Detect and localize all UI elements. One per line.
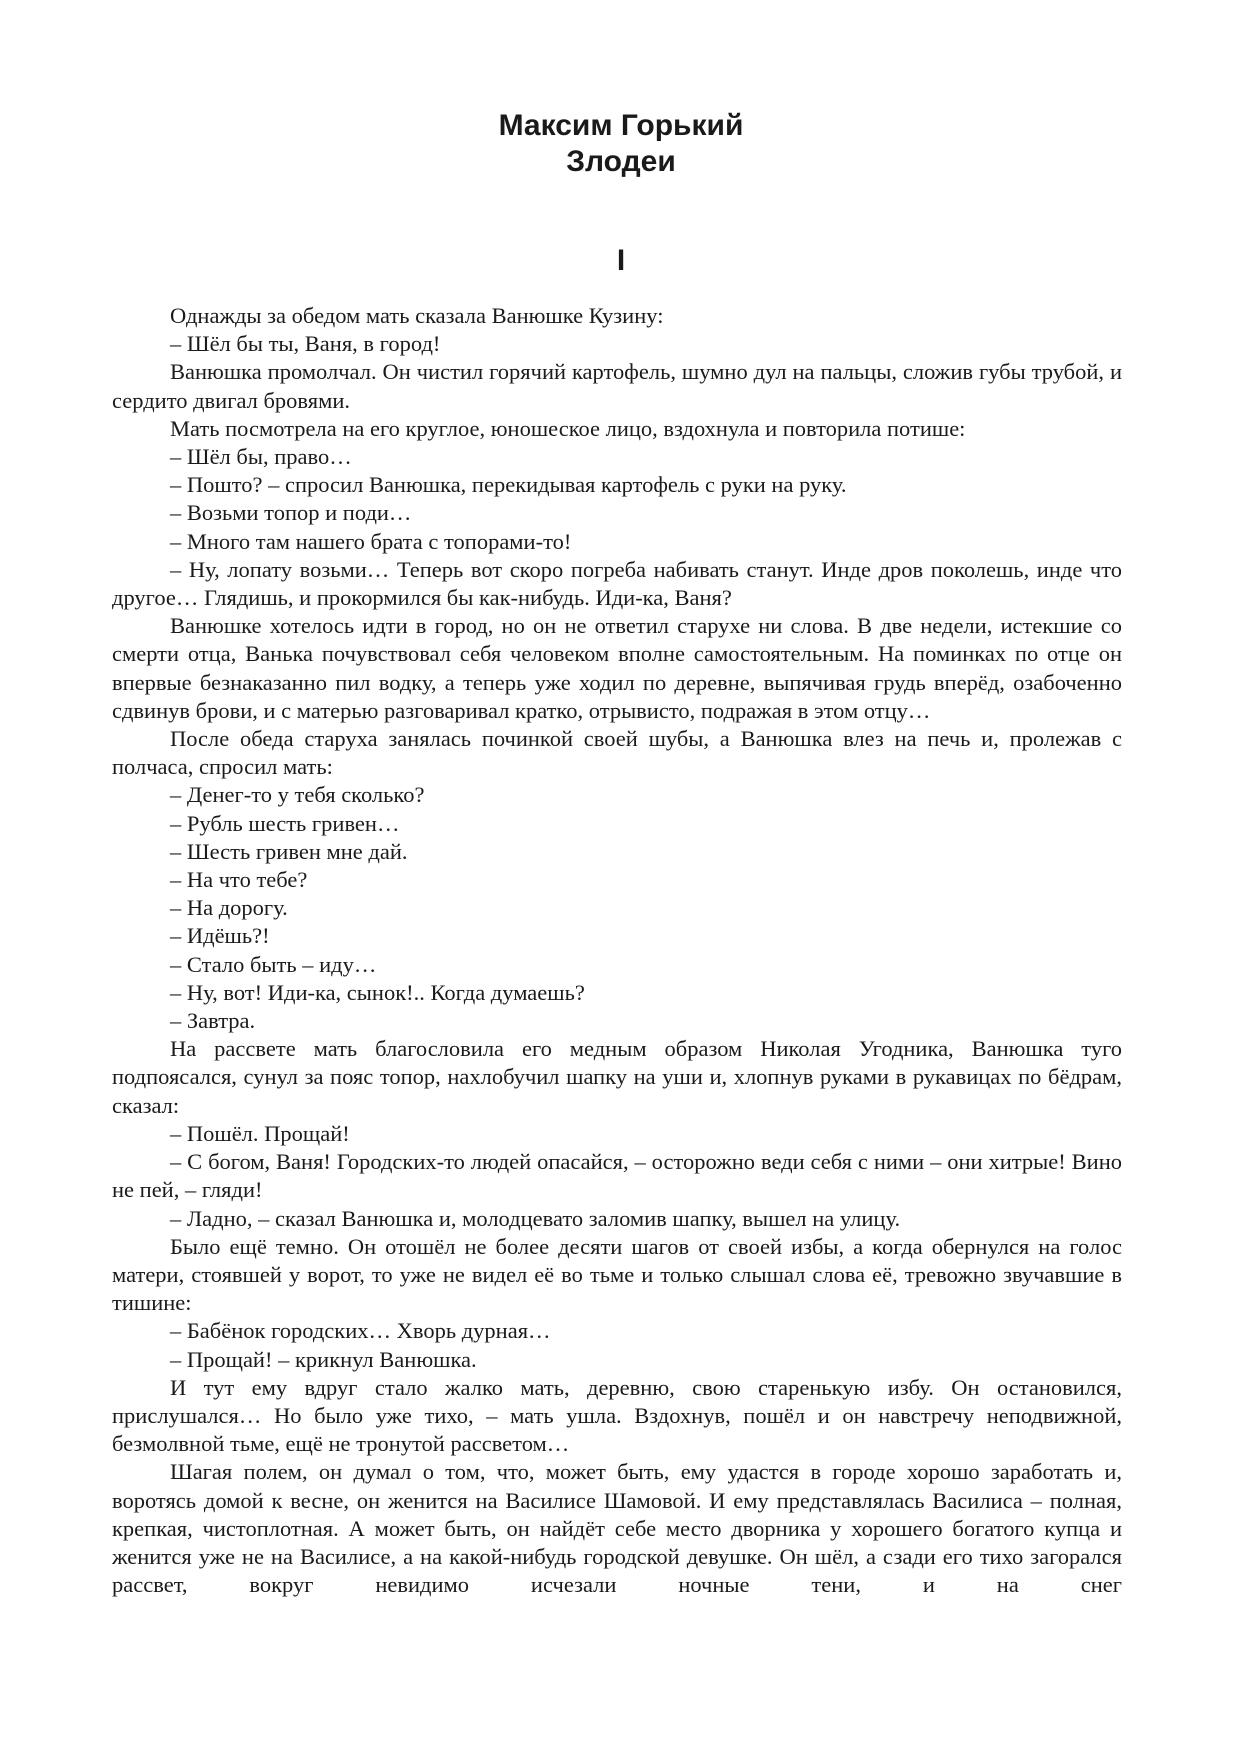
paragraph: – Ну, лопату возьми… Теперь вот скоро погреба набивать станут. Инде дров поколешь, инде что другое… Глядишь, и прокормился бы как-нибудь. Иди-ка, Ваня? (112, 556, 1122, 611)
paragraph: – Пошёл. Прощай! (170, 1120, 350, 1146)
paragraph: – С богом, Ваня! Городских-то людей опасайся, – осторожно веди себя с ними – они хитрые! Вино не пей, – гляди! (112, 1149, 1122, 1203)
paragraph: Шагая полем, он думал о том, что, может быть, ему удастся в городе хорошо заработать и, воротясь домой к весне, он женится на Василисе Шамовой. И ему представлялась Василиса – полная, крепкая, чистоплотная. А может быть, он найдёт себе место дворника у хорошего богатого купца и женится уже не на Василисе, а на какой-нибудь городской девушке. Он шёл, а сзади его тихо загорался рассвет, вокруг невидимо исчезали ночные тени, и на снег (112, 1459, 1122, 1598)
paragraph: – Возьми топор и поди… (170, 500, 412, 526)
book-title: Злодеи (566, 145, 676, 178)
paragraph: – Стало быть – иду… (170, 951, 377, 977)
paragraph: Однажды за обедом мать сказала Ванюшке Кузину: (170, 303, 664, 328)
book-header (0, 108, 1242, 180)
paragraph: – Рубль шесть гривен… (170, 810, 400, 836)
paragraph: – Пошто? – спросил Ванюшка, перекидывая картофель с руки на руку. (170, 472, 847, 498)
paragraph: – Шесть гривен мне дай. (170, 838, 408, 864)
paragraph: – Ладно, – сказал Ванюшка и, молодцевато заломив шапку, вышел на улицу. (170, 1205, 901, 1231)
paragraph: И тут ему вдруг стало жалко мать, деревню, свою старенькую избу. Он остановился, прислушался… Но было уже тихо, – мать ушла. Вздохнув, пошёл и он навстречу неподвижной, безмолвной тьме, ещё не тронутой рассветом… (112, 1374, 1122, 1457)
chapter-number: I (616, 244, 626, 277)
paragraph: – Шёл бы, право… (170, 444, 352, 470)
paragraph: – Денег-то у тебя сколько? (170, 782, 425, 808)
paragraph: Было ещё темно. Он отошёл не более десяти шагов от своей избы, а когда обернулся на голос матери, стоявшей у ворот, то уже не видел её во тьме и только слышал слова её, тревожно звучавшие в тишине: (112, 1233, 1122, 1316)
paragraph: Ванюшке хотелось идти в город, но он не ответил старухе ни слова. В две недели, истекшие со смерти отца, Ванька почувствовал себя человеком вполне самостоятельным. На поминках по отце он впервые безнаказанно пил водку, а теперь уже ходил по деревне, выпячивая грудь вперёд, озабоченно сдвинув брови, и с матерью разговаривал кратко, отрывисто, подражая в этом отцу… (112, 613, 1122, 723)
paragraph: – Завтра. (170, 1008, 256, 1034)
paragraph: – Идёшь?! (170, 923, 270, 949)
paragraph: После обеда старуха занялась починкой своей шубы, а Ванюшка влез на печь и, пролежав с полчаса, спросил мать: (112, 726, 1122, 780)
author-name: Максим Горький (498, 109, 744, 142)
paragraph: Мать посмотрела на его круглое, юношеское лицо, вздохнула и повторила потише: (170, 415, 966, 441)
paragraph: – Ну, вот! Иди-ка, сынок!.. Когда думаешь? (170, 979, 585, 1005)
paragraph: – Много там нашего брата с топорами-то! (170, 528, 572, 554)
paragraph: – Бабёнок городских… Хворь дурная… (170, 1318, 551, 1344)
paragraph: – На что тебе? (170, 867, 308, 893)
paragraph: – Шёл бы ты, Ваня, в город! (170, 331, 441, 357)
paragraph: – Прощай! – крикнул Ванюшка. (170, 1346, 477, 1372)
paragraph: – На дорогу. (170, 895, 288, 921)
paragraph: На рассвете мать благословила его медным образом Николая Угодника, Ванюшка туго подпоясался, сунул за пояс топор, нахлобучил шапку на уши и, хлопнув руками в рукавицах по бёдрам, сказал: (112, 1036, 1122, 1118)
body-text (112, 302, 1122, 1599)
paragraph: Ванюшка промолчал. Он чистил горячий картофель, шумно дул на пальцы, сложив губы трубой, и сердито двигал бровями. (112, 359, 1122, 413)
